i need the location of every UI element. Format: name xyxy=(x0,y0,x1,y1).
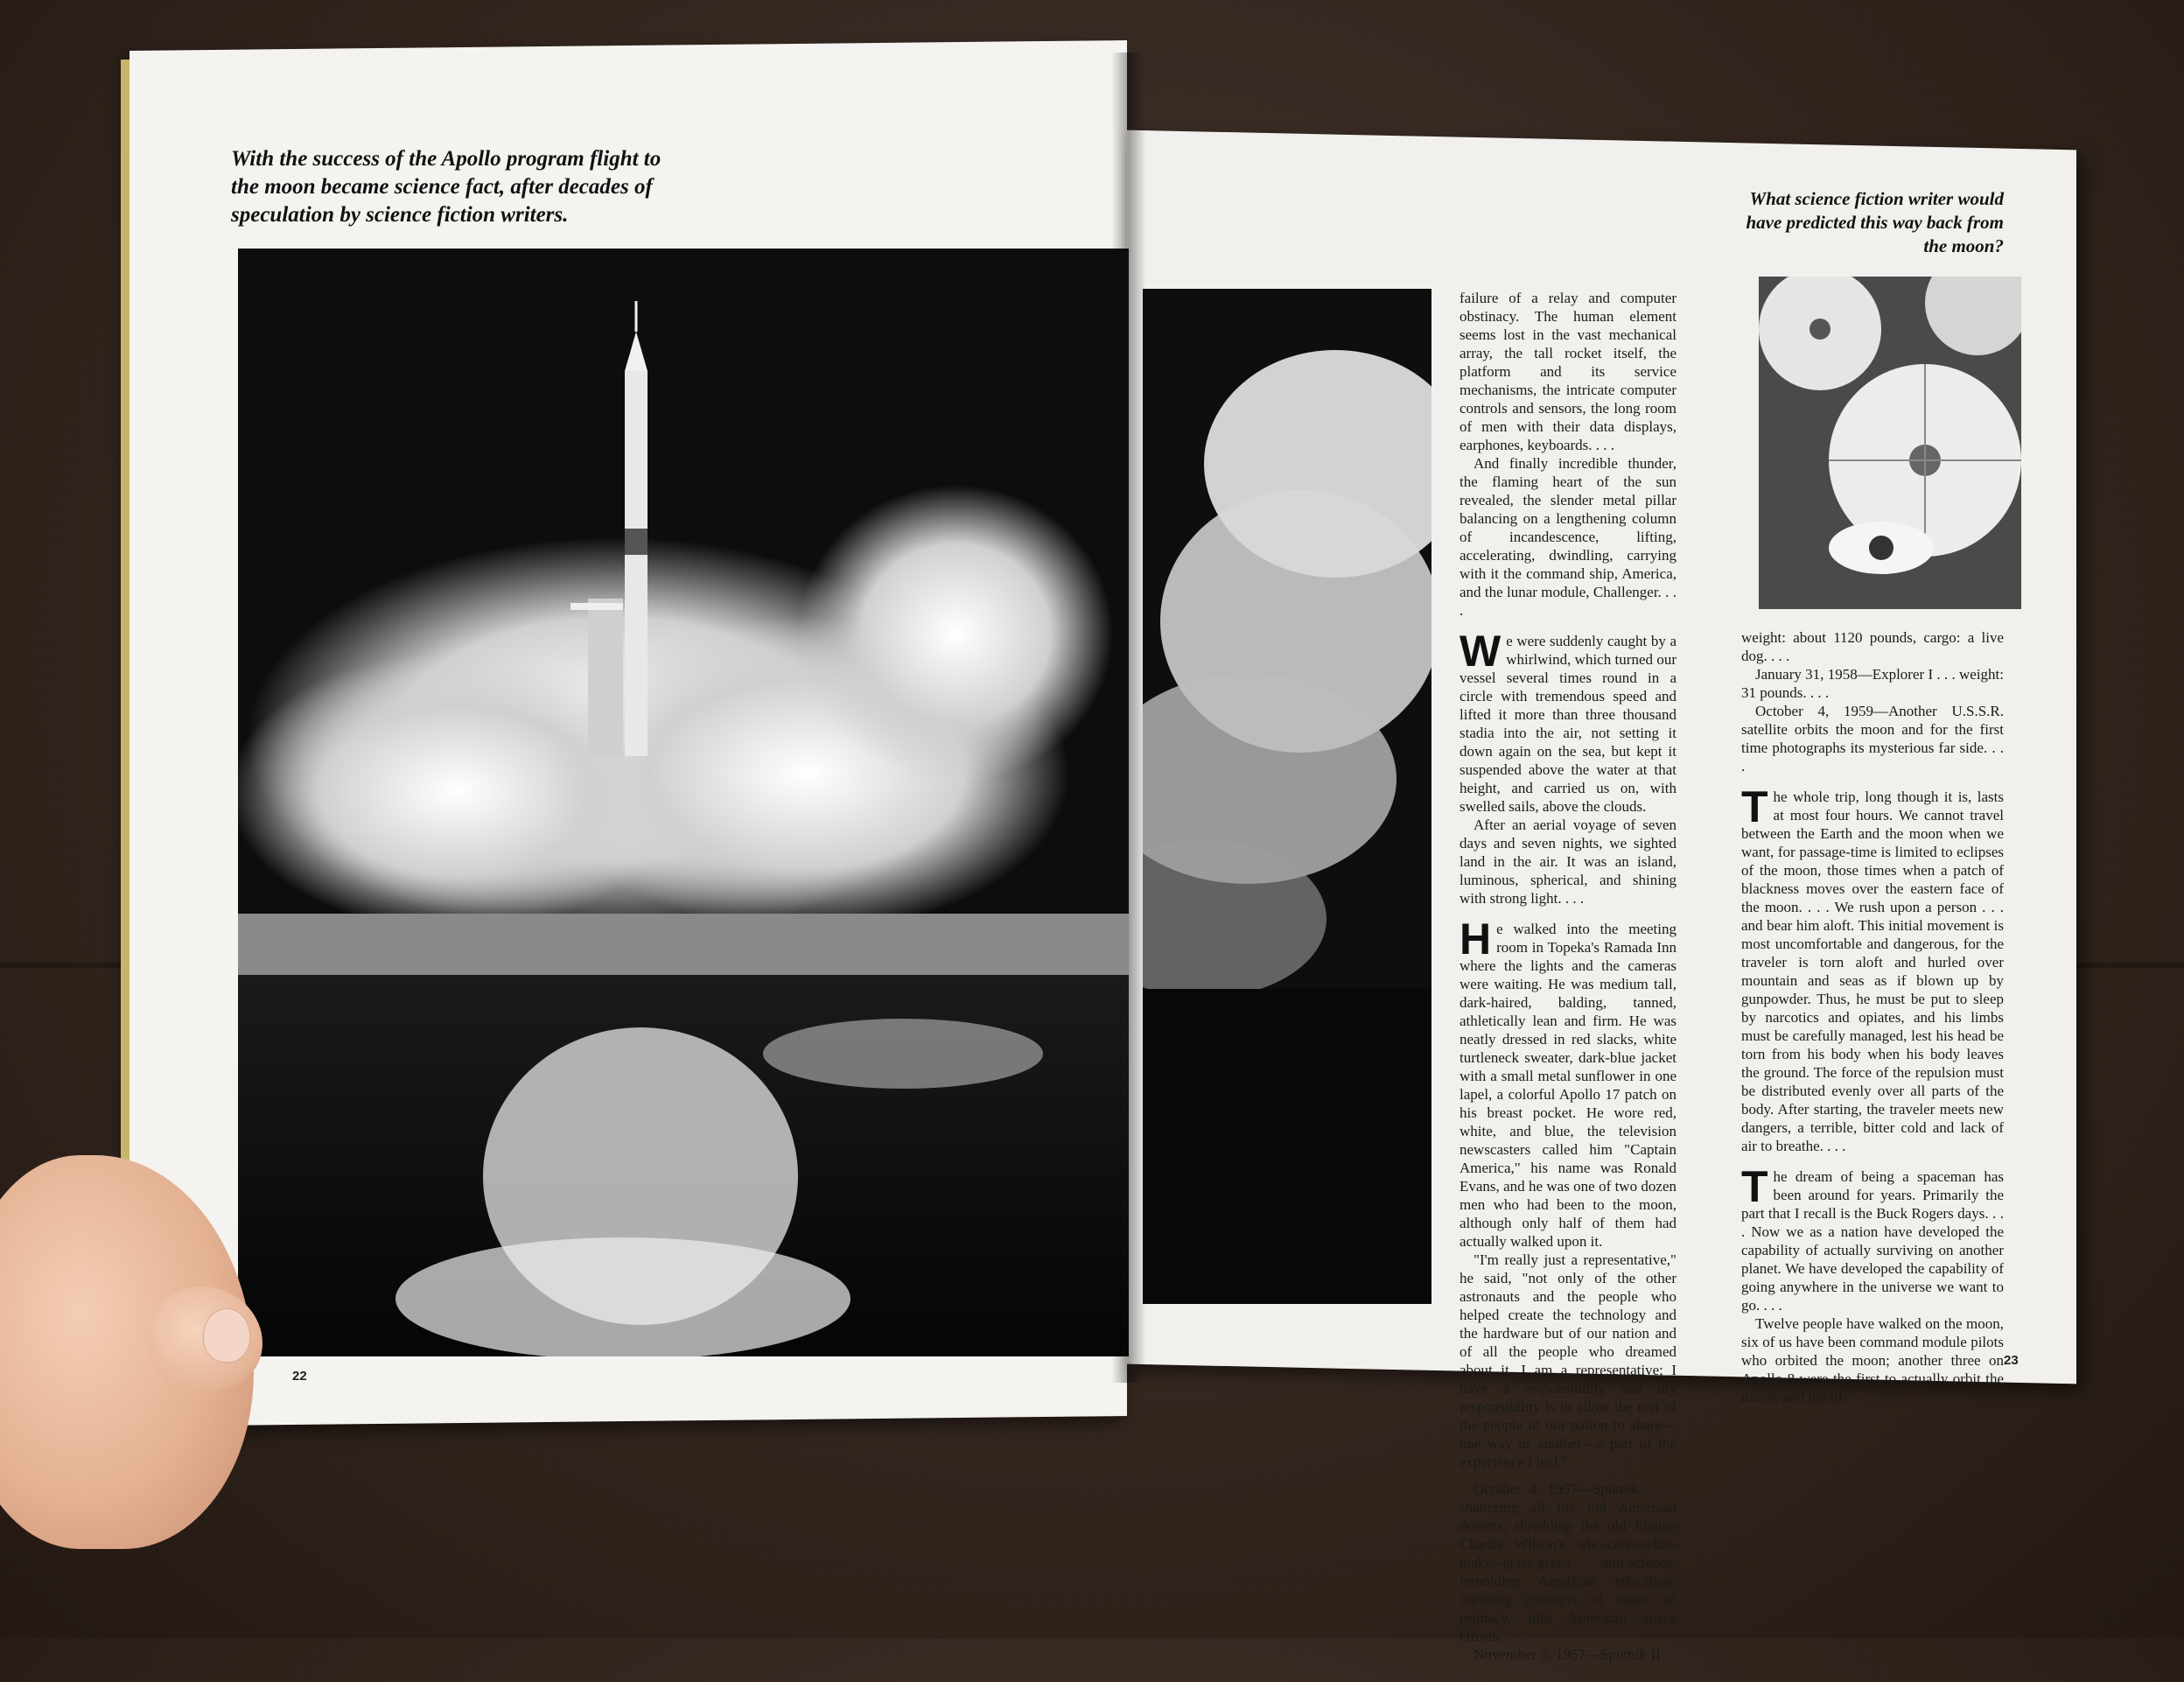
col2-paragraph-1: weight: about 1120 pounds, cargo: a live dog. . . . xyxy=(1741,629,2004,664)
caption-left: With the success of the Apollo program flight to the moon became science fact, after decades of speculation by science fiction writers. xyxy=(231,147,662,227)
col2-paragraph-2: January 31, 1958—Explorer I . . . weight: 31 pounds. . . . xyxy=(1741,666,2004,701)
drop-cap-t: T xyxy=(1741,782,1768,831)
text-column-2 xyxy=(1741,628,2004,1406)
thumbnail xyxy=(203,1308,250,1363)
col1-paragraph-3 xyxy=(1460,627,1676,816)
col1-paragraph-4: After an aerial voyage of seven days and seven nights, we sighted land in the air. It was an island, luminous, spherical, and shining with strong light. . . . xyxy=(1460,816,1676,907)
rocket-launch-photo xyxy=(238,249,1129,1356)
page-number-right: 23 xyxy=(2004,1353,2019,1368)
launch-smoke-photo xyxy=(1143,289,1432,1304)
rocket-launch-illustration xyxy=(238,249,1129,1356)
drop-cap-h: H xyxy=(1460,915,1492,964)
col1-paragraph-5 xyxy=(1460,915,1676,1251)
col2-paragraph-5 xyxy=(1741,1162,2004,1314)
col1-paragraph-1: failure of a relay and computer obstinacy. The human element seems lost in the vast mechanical array, the tall rocket itself, the platform and its service mechanisms, the intricate computer controls and sensors, the long room of men with their data displays, earphones, keyboards. . . . xyxy=(1460,290,1676,453)
caption-right: What science fiction writer would have predicted this way back from the moon? xyxy=(1746,188,2004,256)
col1-paragraph-3-text: e were suddenly caught by a whirlwind, which turned our vessel several times round in a circle with tremendous speed and lifted it more than three thousand stadia into the air, not setting it down again on the sea, but kept it suspended above the water at that height, and carried us on, with swelled sails, above the clouds. xyxy=(1460,633,1676,815)
col2-paragraph-6: Twelve people have walked on the moon, six of us have been command module pilots who orbited the moon; another three on Apollo 8 were the first to actually orbit the moon; and the ill- xyxy=(1741,1315,2004,1405)
col1-paragraph-5-text: e walked into the meeting room in Topeka's Ramada Inn where the lights and the cameras were waiting. He was medium tall, dark-haired, balding, tanned, athletically lean and firm. He was neatly dressed in red slacks, white turtleneck sweater, dark-blue jacket with a small metal sunflower in one lapel, a colorful Apollo 17 patch on his breast pocket. He wore red, white, and blue, the television newscasters called him "Captain America," his name was Ronald Evans, and he was one of two dozen men who had been to the moon, although only half of them had actually walked upon it. xyxy=(1460,921,1676,1250)
parachute-splashdown-photo xyxy=(1759,277,2021,609)
smoke-plume-illustration xyxy=(1143,289,1432,1304)
col2-paragraph-4 xyxy=(1741,782,2004,1155)
col1-paragraph-2: And finally incredible thunder, the flaming heart of the sun revealed, the slender metal pillar balancing on a lengthening column of incandescence, lifting, accelerating, dwindling, carrying with it the command ship, America, and the lunar module, Challenger. . . . xyxy=(1460,455,1676,619)
text-column-1 xyxy=(1460,289,1676,1682)
page-number-left: 22 xyxy=(292,1369,307,1384)
col1-paragraph-8: November 3, 1957—Sputnik II . . . xyxy=(1460,1646,1676,1681)
col1-paragraph-7: October 4, 1957—Sputnik. . . . shattering all the old American dreams, shredding the old Engine Charlie Wilson's who-cares-what-makes-grass-green anti-science, remolding American education, injecting concepts of haste, of primacy, into American space efforts. . . . xyxy=(1460,1481,1676,1644)
col2-paragraph-3: October 4, 1959—Another U.S.S.R. satellite orbits the moon and for the first time photographs its mysterious far side. . . . xyxy=(1741,703,2004,774)
drop-cap-w: W xyxy=(1460,627,1502,676)
parachutes-illustration xyxy=(1759,277,2021,609)
col2-paragraph-4-text: he whole trip, long though it is, lasts at most four hours. We cannot travel between the Earth and the moon when we want, for passage-time is limited to eclipses of the moon, those times when a patch of blackness moves over the eastern face of the moon. . . . We rush upon a person . . . and bear him aloft. This initial movement is most uncomfortable and dangerous, for the traveler is torn aloft and hurled over mountain and seas as if blown up by gunpowder. Thus, he must be put to sleep by narcotics and opiates, and his limbs must be carefully managed, lest his head be torn from his body when his body leaves the ground. The force of the repulsion must be distributed evenly over all parts of the body. After starting, the traveler meets new dangers, a terrible, bitter cold and lack of air to breathe. . . . xyxy=(1741,788,2004,1154)
drop-cap-t-2: T xyxy=(1741,1162,1768,1211)
col2-paragraph-5-text: he dream of being a spaceman has been around for years. Primarily the part that I recall is the Buck Rogers days. . . . Now we as a nation have developed the capability of actually surviving on another planet. We have developed the capability of going anywhere in the universe we want to go. . . . xyxy=(1741,1168,2004,1314)
col1-paragraph-6: "I'm really just a representative," he said, "not only of the other astronauts and the people who helped create the technology and the hardware but of our nation and of all the people who dreamed about it. I am a representative; I have a responsibility and my responsibility is to allow the rest of the people of our nation to share—one way or another—a part of the experience I had." xyxy=(1460,1251,1676,1470)
